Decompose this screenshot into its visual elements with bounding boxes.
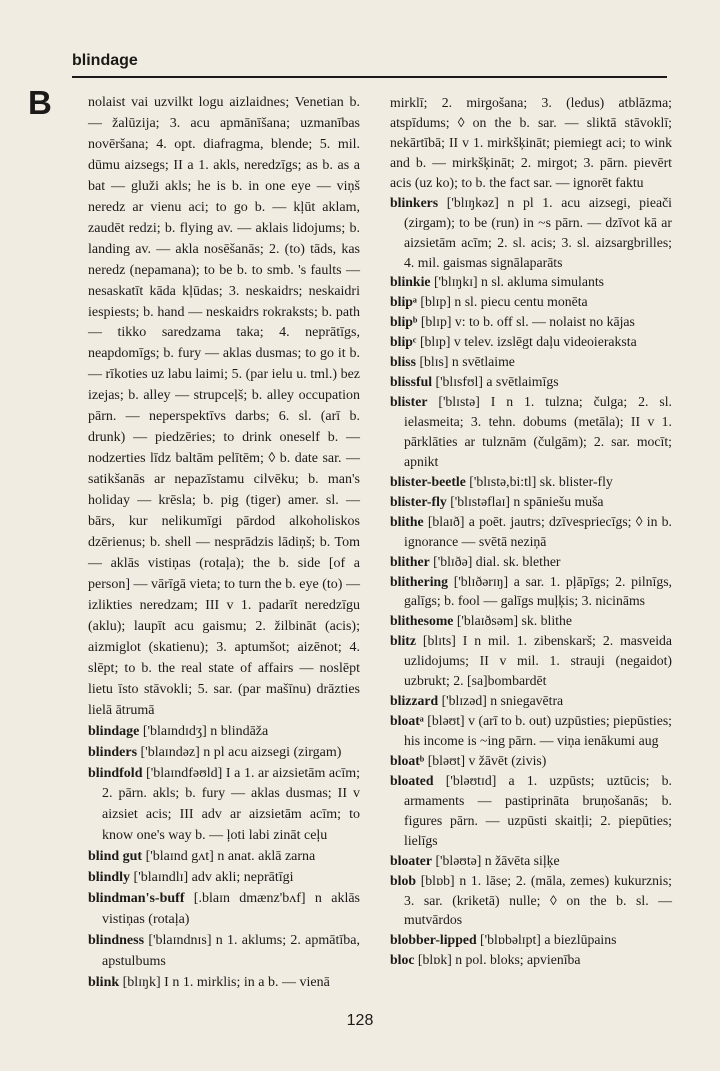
running-head: blindage: [72, 52, 138, 69]
dictionary-entry: blithesome ['blaɪðsəm] sk. blithe: [390, 613, 572, 629]
section-letter: B: [28, 84, 52, 121]
dictionary-entry: blinders ['blaɪndəz] n pl acu aizsegi (zirgam): [88, 744, 342, 760]
dictionary-entry: blobber-lipped ['blɒbəlɪpt] a biezlūpains: [390, 932, 617, 948]
left-column: [88, 93, 360, 994]
dictionary-entry: blindly ['blaɪndlɪ] adv akli; neprātīgi: [88, 870, 294, 886]
dictionary-entry: bliss [blɪs] n svētlaime: [390, 354, 515, 370]
dictionary-entry: blindage ['blaɪndɪdʒ] n blindāža: [88, 723, 269, 739]
dictionary-entry: blister ['blɪstə] I n 1. tulzna; čulga; 2. sl. ielasmeita; 3. tehn. dobums (metāla); II v 1. pārklāties ar tulznām (čulgām); 2. sar. mocīt; apnikt: [390, 394, 672, 469]
dictionary-entry: blizzard ['blɪzəd] n sniegavētra: [390, 693, 564, 709]
dictionary-entry: blinkers ['blɪŋkəz] n pl 1. acu aizsegi, pieači (zirgam); to be (run) in ~s pārn. — dzīvot kā ar aizsietām acīm; 2. sl. acis; 3. sl. aizsargbrilles; 4. mil. gaismas signālaparāts: [390, 194, 672, 270]
dictionary-entry: blissful ['blɪsfʊl] a svētlaimīgs: [390, 374, 559, 390]
dictionary-entry: nolaist vai uzvilkt logu aizlaidnes; Venetian b. — žalūzija; 3. acu apmānīšana; uzmanības novēršana; 4. opt. diafragma, blende; 5. mil. dūmu aizsegs; II a 1. akls, neredzīgs; as b. as a bat — gluži akls; he is b. in one eye — viņš neredz ar vienu aci; to go b. — kļūt aklam, zaudēt redzi; b. flying av. — aklais lidojums; b. landing av. — akla nosēšanās; 2. (to) tāds, kas neredz (nepamana); to be b. to smb. 's faults — nesaskatīt kāda kļūdas; 3. neskaidrs; neskaidri iespiests; b. hand — neskaidrs rokraksts; b. path — tikko saredzama taka; 4. neprātīgs, neapdomīgs; b. fury — aklas dusmas; to go it b. — rīkoties uz labu laimi; 5. (par ielu u. tml.) bez izejas; b. alley — strupceļš; b. alley occupation pārn. — neperspektīvs darbs; 6. sl. (arī b. drunk) — piedzēries; to drink oneself b. — nodzerties līdz baltām pelītēm; ◊ b. date sar. — satikšanās ar nepazīstamu cilvēku; b. man's holiday — krēsla; b. pig (tiger) amer. sl. — bārs, kur nelikumīgi pārdod alkoholiskos dzērienus; b. shell — nesprādzis lādiņš; b. Tom — aklās vistiņas (rotaļa); the b. side [of a person] — vārīgā vieta; to turn the b. eye (to) — izlikties neredzam; III v 1. padarīt neredzīgu (aklu); laupīt acu gaismu; 2. žilbināt (acis); aizmiglot (skatienu); 3. aptumšot; aizēnot; 4. slēpt; to b. the real state of affairs — noslēpt lietu īsto stāvokli; 5. sar. (par mašīnu) drāzties lielā ātrumā: [88, 95, 360, 718]
dictionary-entry: blindness ['blaɪndnɪs] n 1. aklums; 2. apmātība, apstulbums: [88, 933, 360, 970]
dictionary-entry: blister-fly ['blɪstəflaɪ] n spāniešu muša: [390, 493, 604, 509]
dictionary-entry: blither ['blɪðə] dial. sk. blether: [390, 553, 561, 569]
page-number: 128: [346, 1012, 374, 1029]
dictionary-entry: bloatᵇ [bləʊt] v žāvēt (zivis): [390, 752, 547, 768]
dictionary-entry: blister-beetle ['blɪstə,bi:tl] sk. blister-fly: [390, 473, 613, 489]
dictionary-entry: blindfold ['blaɪndfəʊld] I a 1. ar aizsietām acīm; 2. pārn. akls; b. fury — aklas dusmas; II v aizsiet acis; III adv ar aizsietām acīm; to know one's way b. — ļoti labi zināt ceļu: [88, 765, 360, 844]
dictionary-entry: blithering ['blɪðərɪŋ] a sar. 1. pļāpīgs; 2. pilnīgs, galīgs; b. fool — galīgs muļķis; 3. nicināms: [390, 573, 672, 609]
dictionary-entry: blitz [blɪts] I n mil. 1. zibenskarš; 2. masveida uzlidojums; II v mil. 1. strauji (negaidot) uzbrukt; 2. [sa]bombardēt: [390, 633, 672, 689]
dictionary-entry: bloatᵃ [bləʊt] v (arī to b. out) uzpūsties; piepūsties; his income is ~ing pārn. — viņa ienākumi aug: [390, 713, 672, 748]
dictionary-entry: blind gut ['blaɪnd gʌt] n anat. aklā zarna: [88, 849, 316, 865]
dictionary-entry: blinkie ['blɪŋkɪ] n sl. akluma simulants: [390, 274, 605, 290]
dictionary-entry: blob [blɒb] n 1. lāse; 2. (māla, zemes) kukurznis; 3. sar. (kriketā) nulle; ◊ on the b. sl. — mutvārdos: [390, 872, 672, 928]
dictionary-entry: blithe [blaɪð] a poēt. jautrs; dzīvesprieсīgs; ◊ in b. ignorance — svētā neziņā: [390, 513, 672, 549]
dictionary-entry: bloc [blɒk] n pol. bloks; apvienība: [390, 952, 581, 968]
dictionary-entry: blipᵃ [blɪp] n sl. piecu centu monēta: [390, 294, 588, 310]
dictionary-entry: mirklī; 2. mirgošana; 3. (ledus) atblāzma; atspīdums; ◊ on the b. sar. — sliktā stāvoklī; nekārtībā; II v 1. mirkšķināt; piemiegt aci; to wink and b. — mirkšķināt; 2. mirgot; 3. pārn. pievērt acis (uz ko); to b. the fact sar. — ignorēt faktu: [390, 95, 672, 190]
dictionary-entry: blink [blɪŋk] I n 1. mirklis; in a b. — vienā: [88, 975, 330, 991]
dictionary-entry: blipᶜ [blɪp] v telev. izslēgt daļu videoieraksta: [390, 334, 637, 350]
right-column: [390, 93, 672, 970]
dictionary-entry: blipᵇ [blɪp] v: to b. off sl. — nolaist no kājas: [390, 314, 635, 330]
dictionary-entry: blindman's-buff [.blaɪn dmænz'bʌf] n aklās vistiņas (rotaļa): [88, 891, 360, 928]
dictionary-entry: bloated ['bləʊtɪd] a 1. uzpūsts; uztūcis; b. armaments — pastiprināta bruņošanās; b. figures pārn. — uzpūsti skaitļi; 2. piepūties; lielīgs: [390, 772, 672, 848]
dictionary-entry: bloater ['bləʊtə] n žāvēta siļķe: [390, 852, 560, 868]
header-rule: [72, 76, 667, 78]
